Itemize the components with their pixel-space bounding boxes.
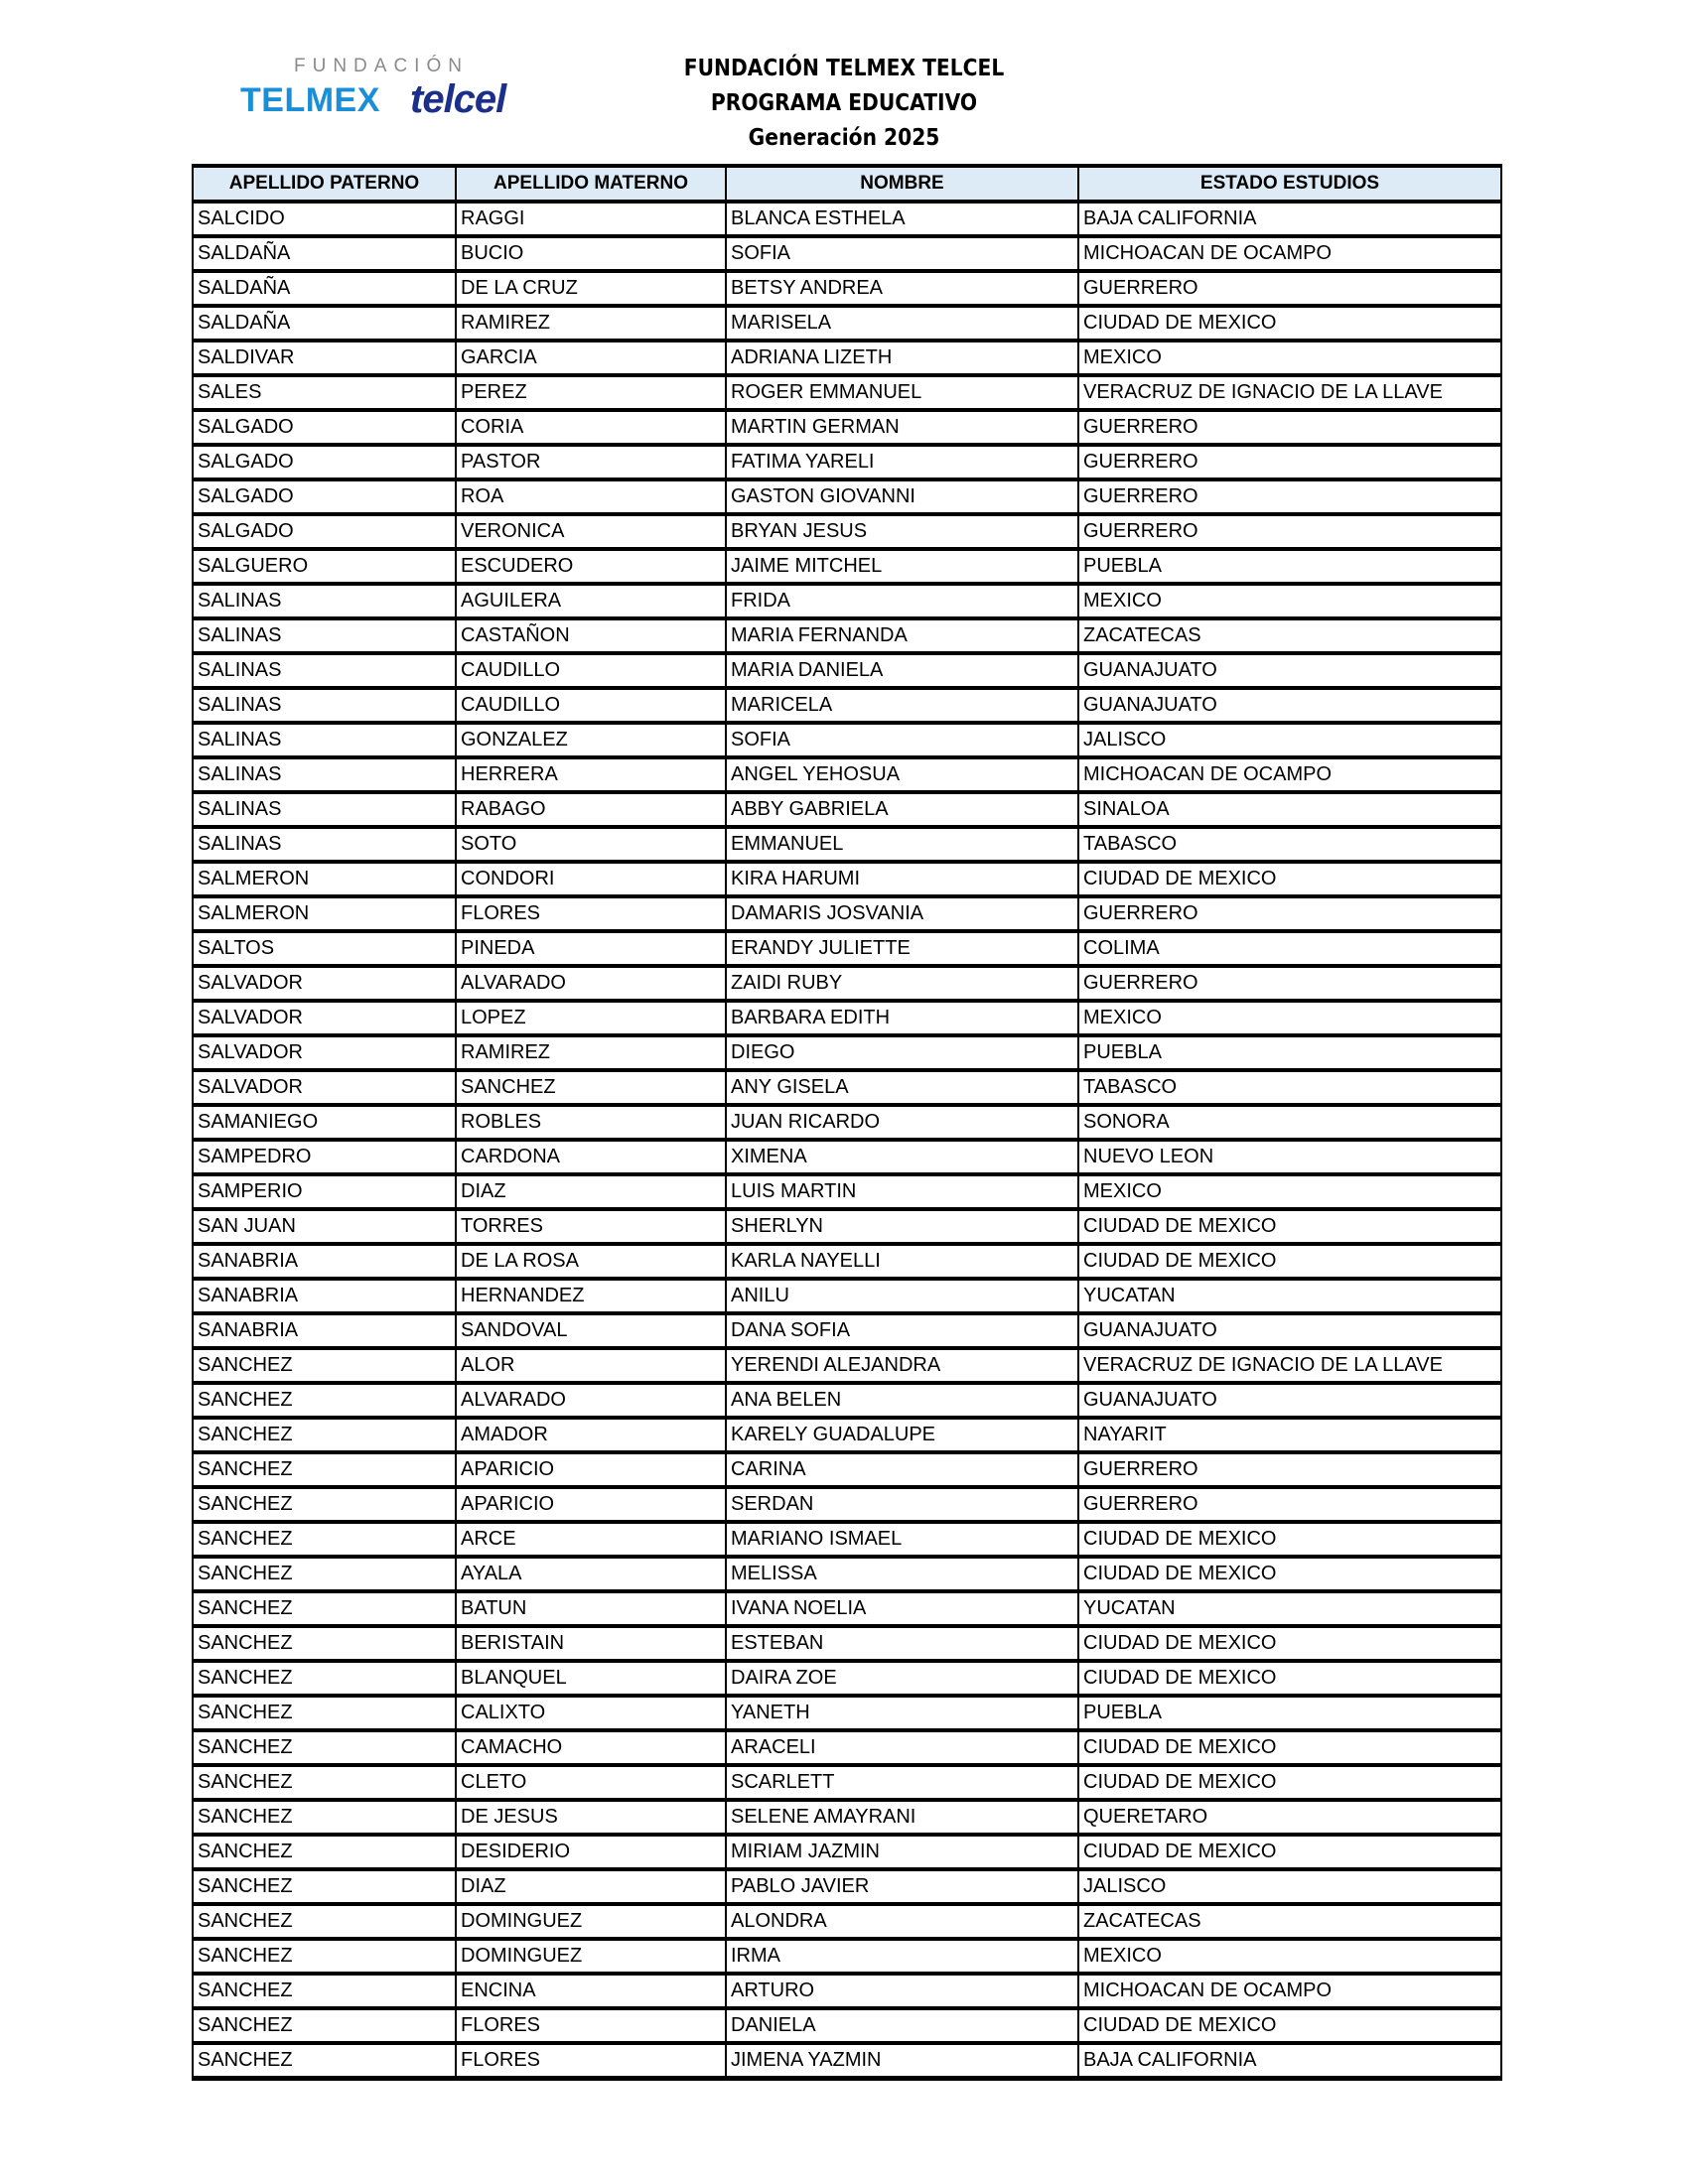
cell-apellido-materno: DESIDERIO [456,1835,726,1869]
cell-estado-estudios: GUANAJUATO [1078,688,1501,723]
table-row [193,584,1501,618]
cell-apellido-paterno: SANCHEZ [193,1557,456,1591]
cell-apellido-materno: AYALA [456,1557,726,1591]
cell-estado-estudios: NUEVO LEON [1078,1140,1501,1174]
column-header-apellido-paterno: APELLIDO PATERNO [193,166,456,202]
cell-apellido-paterno: SAMPEDRO [193,1140,456,1174]
cell-apellido-paterno: SANCHEZ [193,2043,456,2079]
logo-fundacion-text: FUNDACIÓN [294,56,469,76]
cell-apellido-paterno: SAMANIEGO [193,1105,456,1140]
cell-nombre: SERDAN [726,1487,1078,1522]
cell-apellido-materno: ALVARADO [456,1383,726,1418]
cell-apellido-paterno: SALINAS [193,792,456,827]
cell-apellido-materno: CASTAÑON [456,618,726,653]
cell-apellido-paterno: SALINAS [193,618,456,653]
cell-apellido-materno: BERISTAIN [456,1626,726,1661]
cell-apellido-materno: CLETO [456,1765,726,1800]
cell-estado-estudios: GUERRERO [1078,1452,1501,1487]
cell-apellido-materno: RAGGI [456,202,726,236]
table-row [193,792,1501,827]
cell-apellido-materno: TORRES [456,1209,726,1244]
cell-estado-estudios: CIUDAD DE MEXICO [1078,1835,1501,1869]
cell-nombre: ROGER EMMANUEL [726,375,1078,410]
fundacion-telmex-telcel-logo [238,56,546,125]
cell-nombre: PABLO JAVIER [726,1869,1078,1904]
cell-estado-estudios: CIUDAD DE MEXICO [1078,1626,1501,1661]
table-row [193,1730,1501,1765]
cell-nombre: KARELY GUADALUPE [726,1418,1078,1452]
cell-apellido-materno: RAMIREZ [456,306,726,341]
cell-estado-estudios: VERACRUZ DE IGNACIO DE LA LLAVE [1078,1348,1501,1383]
cell-apellido-paterno: SANCHEZ [193,1939,456,1974]
cell-apellido-materno: SANDOVAL [456,1313,726,1348]
table-row [193,1070,1501,1105]
cell-nombre: GASTON GIOVANNI [726,479,1078,514]
cell-apellido-paterno: SALINAS [193,723,456,757]
cell-apellido-materno: AMADOR [456,1418,726,1452]
cell-nombre: SHERLYN [726,1209,1078,1244]
cell-apellido-paterno: SANCHEZ [193,1661,456,1696]
cell-estado-estudios: GUERRERO [1078,514,1501,549]
table-row [193,1279,1501,1313]
column-header-apellido-materno: APELLIDO MATERNO [456,166,726,202]
cell-estado-estudios: ZACATECAS [1078,1904,1501,1939]
column-header-estado-estudios: ESTADO ESTUDIOS [1078,166,1501,202]
cell-apellido-paterno: SALDIVAR [193,341,456,375]
cell-nombre: ERANDY JULIETTE [726,931,1078,966]
cell-apellido-paterno: SANABRIA [193,1279,456,1313]
table-header-row [193,166,1501,202]
cell-estado-estudios: COLIMA [1078,931,1501,966]
cell-apellido-materno: BLANQUEL [456,1661,726,1696]
table-row [193,1800,1501,1835]
cell-estado-estudios: MEXICO [1078,1939,1501,1974]
cell-apellido-paterno: SANCHEZ [193,1591,456,1626]
cell-nombre: DAMARIS JOSVANIA [726,896,1078,931]
cell-apellido-paterno: SALGADO [193,479,456,514]
cell-apellido-materno: SANCHEZ [456,1070,726,1105]
cell-apellido-materno: ESCUDERO [456,549,726,584]
column-header-nombre: NOMBRE [726,166,1078,202]
cell-estado-estudios: BAJA CALIFORNIA [1078,202,1501,236]
cell-estado-estudios: YUCATAN [1078,1279,1501,1313]
logo-telcel-text: telcel [410,77,506,121]
cell-nombre: BETSY ANDREA [726,271,1078,306]
cell-apellido-paterno: SALGUERO [193,549,456,584]
cell-estado-estudios: PUEBLA [1078,1696,1501,1730]
cell-nombre: ANILU [726,1279,1078,1313]
cell-estado-estudios: CIUDAD DE MEXICO [1078,1557,1501,1591]
cell-apellido-materno: FLORES [456,2043,726,2079]
cell-apellido-paterno: SALTOS [193,931,456,966]
cell-apellido-paterno: SALGADO [193,410,456,445]
cell-estado-estudios: MICHOACAN DE OCAMPO [1078,757,1501,792]
cell-apellido-paterno: SALGADO [193,514,456,549]
table-row [193,549,1501,584]
cell-apellido-paterno: SALINAS [193,653,456,688]
table-row [193,1001,1501,1035]
cell-apellido-materno: RAMIREZ [456,1035,726,1070]
cell-apellido-materno: BUCIO [456,236,726,271]
cell-nombre: SOFIA [726,723,1078,757]
table-row [193,1696,1501,1730]
table-row [193,931,1501,966]
cell-nombre: IVANA NOELIA [726,1591,1078,1626]
cell-apellido-materno: ALVARADO [456,966,726,1001]
cell-nombre: FRIDA [726,584,1078,618]
cell-apellido-paterno: SANCHEZ [193,1835,456,1869]
cell-nombre: ARTURO [726,1974,1078,2008]
cell-apellido-paterno: SALINAS [193,827,456,862]
table-row [193,341,1501,375]
cell-apellido-materno: PEREZ [456,375,726,410]
logo-telmex-text: TELMEX [240,81,380,119]
cell-apellido-paterno: SANCHEZ [193,1418,456,1452]
cell-apellido-materno: CONDORI [456,862,726,896]
cell-apellido-materno: ALOR [456,1348,726,1383]
cell-nombre: BARBARA EDITH [726,1001,1078,1035]
table-row [193,1035,1501,1070]
table-body [193,202,1501,2079]
cell-apellido-materno: LOPEZ [456,1001,726,1035]
cell-apellido-paterno: SANCHEZ [193,1765,456,1800]
cell-apellido-materno: RABAGO [456,792,726,827]
cell-nombre: DIEGO [726,1035,1078,1070]
cell-estado-estudios: YUCATAN [1078,1591,1501,1626]
cell-apellido-materno: APARICIO [456,1452,726,1487]
table-row [193,236,1501,271]
table-row [193,1522,1501,1557]
cell-apellido-paterno: SALDAÑA [193,306,456,341]
cell-estado-estudios: ZACATECAS [1078,618,1501,653]
cell-estado-estudios: CIUDAD DE MEXICO [1078,306,1501,341]
cell-nombre: DANIELA [726,2008,1078,2043]
cell-nombre: ZAIDI RUBY [726,966,1078,1001]
cell-nombre: ANGEL YEHOSUA [726,757,1078,792]
cell-estado-estudios: GUERRERO [1078,271,1501,306]
table-row [193,445,1501,479]
cell-apellido-paterno: SANCHEZ [193,1522,456,1557]
cell-estado-estudios: MEXICO [1078,1174,1501,1209]
cell-apellido-materno: CAUDILLO [456,653,726,688]
cell-estado-estudios: GUANAJUATO [1078,1313,1501,1348]
cell-apellido-paterno: SANABRIA [193,1313,456,1348]
cell-estado-estudios: CIUDAD DE MEXICO [1078,1661,1501,1696]
cell-apellido-paterno: SANABRIA [193,1244,456,1279]
cell-nombre: KARLA NAYELLI [726,1244,1078,1279]
cell-apellido-paterno: SALMERON [193,862,456,896]
cell-apellido-materno: CARDONA [456,1140,726,1174]
cell-apellido-paterno: SALINAS [193,757,456,792]
cell-apellido-materno: VERONICA [456,514,726,549]
cell-apellido-paterno: SANCHEZ [193,1904,456,1939]
table-row [193,1348,1501,1383]
cell-apellido-paterno: SANCHEZ [193,1800,456,1835]
cell-estado-estudios: MEXICO [1078,584,1501,618]
cell-estado-estudios: GUERRERO [1078,1487,1501,1522]
cell-apellido-materno: DE JESUS [456,1800,726,1835]
cell-apellido-materno: PASTOR [456,445,726,479]
cell-estado-estudios: GUERRERO [1078,410,1501,445]
table-row [193,757,1501,792]
table-row [193,1869,1501,1904]
table-row [193,1835,1501,1869]
table-row [193,862,1501,896]
cell-apellido-materno: SOTO [456,827,726,862]
cell-apellido-paterno: SAN JUAN [193,1209,456,1244]
table-row [193,1418,1501,1452]
cell-apellido-materno: CALIXTO [456,1696,726,1730]
cell-estado-estudios: TABASCO [1078,1070,1501,1105]
cell-estado-estudios: SONORA [1078,1105,1501,1140]
cell-estado-estudios: CIUDAD DE MEXICO [1078,2008,1501,2043]
cell-apellido-paterno: SANCHEZ [193,2008,456,2043]
cell-apellido-paterno: SANCHEZ [193,1974,456,2008]
cell-apellido-materno: ARCE [456,1522,726,1557]
cell-estado-estudios: MEXICO [1078,1001,1501,1035]
table-row [193,827,1501,862]
table-row [193,1244,1501,1279]
cell-estado-estudios: JALISCO [1078,723,1501,757]
cell-estado-estudios: PUEBLA [1078,1035,1501,1070]
cell-estado-estudios: CIUDAD DE MEXICO [1078,1765,1501,1800]
cell-nombre: YERENDI ALEJANDRA [726,1348,1078,1383]
cell-apellido-materno: ENCINA [456,1974,726,2008]
document-header [596,52,1092,156]
cell-apellido-paterno: SALDAÑA [193,236,456,271]
cell-nombre: ANA BELEN [726,1383,1078,1418]
cell-apellido-paterno: SALVADOR [193,1001,456,1035]
cell-estado-estudios: TABASCO [1078,827,1501,862]
cell-apellido-materno: GONZALEZ [456,723,726,757]
cell-estado-estudios: GUERRERO [1078,896,1501,931]
cell-apellido-paterno: SANCHEZ [193,1487,456,1522]
cell-estado-estudios: GUANAJUATO [1078,653,1501,688]
cell-estado-estudios: CIUDAD DE MEXICO [1078,1244,1501,1279]
cell-nombre: BLANCA ESTHELA [726,202,1078,236]
cell-apellido-paterno: SALVADOR [193,1035,456,1070]
cell-apellido-paterno: SALES [193,375,456,410]
table-row [193,1452,1501,1487]
cell-estado-estudios: VERACRUZ DE IGNACIO DE LA LLAVE [1078,375,1501,410]
cell-estado-estudios: BAJA CALIFORNIA [1078,2043,1501,2079]
cell-nombre: ESTEBAN [726,1626,1078,1661]
cell-apellido-materno: HERNANDEZ [456,1279,726,1313]
cell-nombre: ANY GISELA [726,1070,1078,1105]
table-row [193,1904,1501,1939]
table-row [193,2008,1501,2043]
cell-nombre: SCARLETT [726,1765,1078,1800]
cell-apellido-paterno: SALCIDO [193,202,456,236]
cell-nombre: JAIME MITCHEL [726,549,1078,584]
table-row [193,410,1501,445]
table-row [193,306,1501,341]
cell-apellido-materno: GARCIA [456,341,726,375]
table-row [193,514,1501,549]
cell-apellido-paterno: SALINAS [193,688,456,723]
cell-estado-estudios: SINALOA [1078,792,1501,827]
cell-nombre: DAIRA ZOE [726,1661,1078,1696]
cell-nombre: EMMANUEL [726,827,1078,862]
cell-nombre: ALONDRA [726,1904,1078,1939]
cell-nombre: JIMENA YAZMIN [726,2043,1078,2079]
cell-apellido-paterno: SANCHEZ [193,1696,456,1730]
table-row [193,688,1501,723]
table-row [193,271,1501,306]
cell-estado-estudios: MEXICO [1078,341,1501,375]
cell-estado-estudios: MICHOACAN DE OCAMPO [1078,236,1501,271]
cell-apellido-paterno: SALGADO [193,445,456,479]
table-row [193,2043,1501,2079]
cell-apellido-materno: FLORES [456,896,726,931]
cell-apellido-materno: AGUILERA [456,584,726,618]
cell-nombre: ABBY GABRIELA [726,792,1078,827]
cell-apellido-paterno: SANCHEZ [193,1348,456,1383]
cell-apellido-materno: DE LA ROSA [456,1244,726,1279]
cell-apellido-materno: BATUN [456,1591,726,1626]
cell-nombre: LUIS MARTIN [726,1174,1078,1209]
table-row [193,966,1501,1001]
cell-apellido-paterno: SALDAÑA [193,271,456,306]
cell-estado-estudios: MICHOACAN DE OCAMPO [1078,1974,1501,2008]
cell-estado-estudios: NAYARIT [1078,1418,1501,1452]
table-row [193,1626,1501,1661]
table-row [193,1974,1501,2008]
cell-apellido-paterno: SALINAS [193,584,456,618]
cell-nombre: MARIANO ISMAEL [726,1522,1078,1557]
cell-apellido-paterno: SANCHEZ [193,1626,456,1661]
cell-nombre: MARIA FERNANDA [726,618,1078,653]
cell-estado-estudios: CIUDAD DE MEXICO [1078,1730,1501,1765]
cell-estado-estudios: PUEBLA [1078,549,1501,584]
cell-nombre: BRYAN JESUS [726,514,1078,549]
cell-estado-estudios: CIUDAD DE MEXICO [1078,862,1501,896]
cell-nombre: XIMENA [726,1140,1078,1174]
document-title: FUNDACIÓN TELMEX TELCEL [683,56,1005,81]
cell-apellido-paterno: SANCHEZ [193,1730,456,1765]
students-table [192,164,1502,2081]
cell-estado-estudios: JALISCO [1078,1869,1501,1904]
cell-estado-estudios: CIUDAD DE MEXICO [1078,1522,1501,1557]
table-row [193,1661,1501,1696]
cell-apellido-materno: HERRERA [456,757,726,792]
cell-nombre: YANETH [726,1696,1078,1730]
cell-nombre: KIRA HARUMI [726,862,1078,896]
table-row [193,1313,1501,1348]
table-row [193,896,1501,931]
table-row [193,1140,1501,1174]
cell-apellido-materno: DOMINGUEZ [456,1904,726,1939]
cell-nombre: ARACELI [726,1730,1078,1765]
cell-nombre: MELISSA [726,1557,1078,1591]
cell-nombre: SELENE AMAYRANI [726,1800,1078,1835]
cell-apellido-materno: DIAZ [456,1869,726,1904]
table-row [193,618,1501,653]
cell-nombre: CARINA [726,1452,1078,1487]
cell-apellido-materno: DIAZ [456,1174,726,1209]
table-row [193,479,1501,514]
cell-apellido-materno: ROA [456,479,726,514]
cell-nombre: MARISELA [726,306,1078,341]
cell-estado-estudios: CIUDAD DE MEXICO [1078,1209,1501,1244]
cell-apellido-paterno: SANCHEZ [193,1383,456,1418]
cell-nombre: MIRIAM JAZMIN [726,1835,1078,1869]
cell-apellido-materno: APARICIO [456,1487,726,1522]
cell-nombre: SOFIA [726,236,1078,271]
cell-apellido-materno: ROBLES [456,1105,726,1140]
table-row [193,1939,1501,1974]
document-generation: Generación 2025 [748,125,940,151]
cell-estado-estudios: GUANAJUATO [1078,1383,1501,1418]
cell-apellido-paterno: SALVADOR [193,1070,456,1105]
document-subtitle: PROGRAMA EDUCATIVO [710,90,978,116]
cell-nombre: DANA SOFIA [726,1313,1078,1348]
table-row [193,1383,1501,1418]
cell-apellido-materno: DE LA CRUZ [456,271,726,306]
table-row [193,653,1501,688]
cell-apellido-paterno: SANCHEZ [193,1869,456,1904]
cell-nombre: MARICELA [726,688,1078,723]
cell-apellido-paterno: SALMERON [193,896,456,931]
cell-apellido-materno: PINEDA [456,931,726,966]
cell-apellido-materno: DOMINGUEZ [456,1939,726,1974]
table-row [193,1765,1501,1800]
cell-apellido-paterno: SANCHEZ [193,1452,456,1487]
cell-apellido-materno: CAMACHO [456,1730,726,1765]
cell-estado-estudios: GUERRERO [1078,445,1501,479]
cell-nombre: MARTIN GERMAN [726,410,1078,445]
cell-nombre: MARIA DANIELA [726,653,1078,688]
cell-estado-estudios: GUERRERO [1078,966,1501,1001]
cell-apellido-materno: CORIA [456,410,726,445]
table-row [193,1487,1501,1522]
table-row [193,375,1501,410]
table-row [193,1209,1501,1244]
table-row [193,202,1501,236]
cell-nombre: FATIMA YARELI [726,445,1078,479]
cell-nombre: IRMA [726,1939,1078,1974]
cell-apellido-materno: FLORES [456,2008,726,2043]
cell-nombre: JUAN RICARDO [726,1105,1078,1140]
cell-estado-estudios: QUERETARO [1078,1800,1501,1835]
cell-apellido-paterno: SALVADOR [193,966,456,1001]
cell-apellido-paterno: SAMPERIO [193,1174,456,1209]
cell-estado-estudios: GUERRERO [1078,479,1501,514]
table-row [193,1174,1501,1209]
table-row [193,723,1501,757]
cell-apellido-materno: CAUDILLO [456,688,726,723]
table-row [193,1105,1501,1140]
table-row [193,1557,1501,1591]
cell-nombre: ADRIANA LIZETH [726,341,1078,375]
table-row [193,1591,1501,1626]
